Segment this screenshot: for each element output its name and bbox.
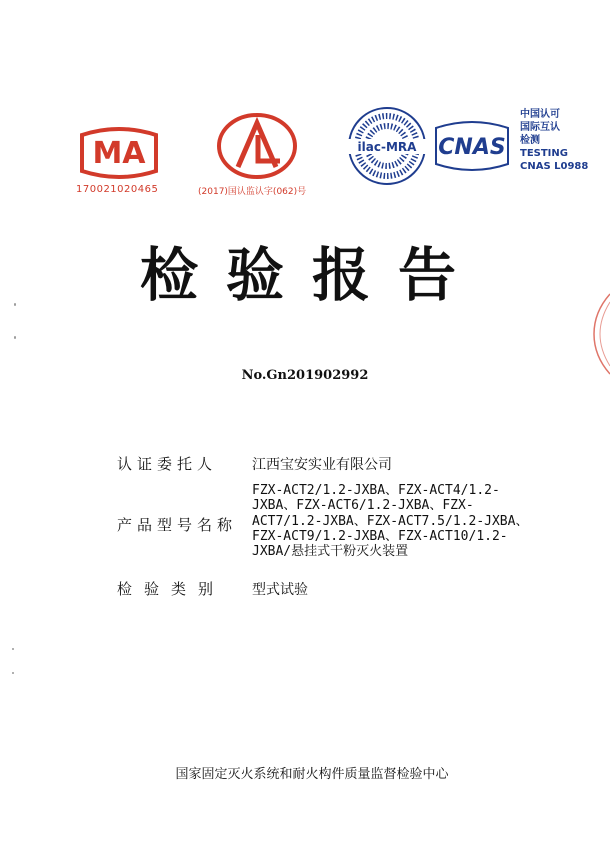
scan-speck [12, 648, 14, 650]
svg-text:ilac-MRA: ilac-MRA [357, 140, 417, 154]
ilac-mra-logo [346, 105, 428, 187]
svg-text:MA: MA [92, 136, 146, 171]
scan-speck [14, 336, 16, 339]
seal-stamp-fragment [592, 292, 610, 376]
report-title: 检验报告 [139, 241, 484, 309]
cnas-line: 中国认可 [520, 109, 560, 120]
report-number: No.Gn201902992 [241, 368, 369, 383]
cnas-line: CNAS L0988 [520, 161, 589, 172]
issuing-organization: 国家固定灭火系统和耐火构件质量监督检验中心 [175, 767, 449, 782]
product-label: 产品型号名称 [117, 516, 238, 534]
cal-logo [214, 111, 300, 181]
product-value-line: JXBA/悬挂式干粉灭火装置 [252, 544, 409, 560]
cnas-text-block [520, 108, 588, 173]
product-value-line: FZX-ACT2/1.2-JXBA、FZX-ACT4/1.2- [252, 483, 500, 498]
cnas-line: 国际互认 [520, 122, 560, 133]
product-value-line: ACT7/1.2-JXBA、FZX-ACT7.5/1.2-JXBA、 [252, 513, 529, 529]
product-value-line: JXBA、FZX-ACT6/1.2-JXBA、FZX- [252, 498, 474, 514]
inspection-type-label: 检验类别 [117, 580, 226, 598]
cnas-logo [430, 120, 514, 172]
cnas-line: TESTING [520, 148, 568, 159]
cma-certificate-number: 170021020465 [76, 184, 159, 195]
cal-certificate-number: (2017)国认监认字(062)号 [198, 187, 307, 197]
product-value-line: FZX-ACT9/1.2-JXBA、FZX-ACT10/1.2- [252, 528, 508, 544]
svg-text:CNAS: CNAS [438, 135, 506, 160]
scan-speck [14, 303, 16, 306]
client-label: 认证委托人 [117, 455, 218, 473]
scan-speck [12, 672, 14, 674]
product-value [252, 483, 528, 559]
cnas-line: 检测 [520, 135, 540, 146]
client-value: 江西宝安实业有限公司 [252, 457, 392, 473]
cma-logo [76, 125, 162, 181]
inspection-type-value: 型式试验 [252, 582, 308, 598]
